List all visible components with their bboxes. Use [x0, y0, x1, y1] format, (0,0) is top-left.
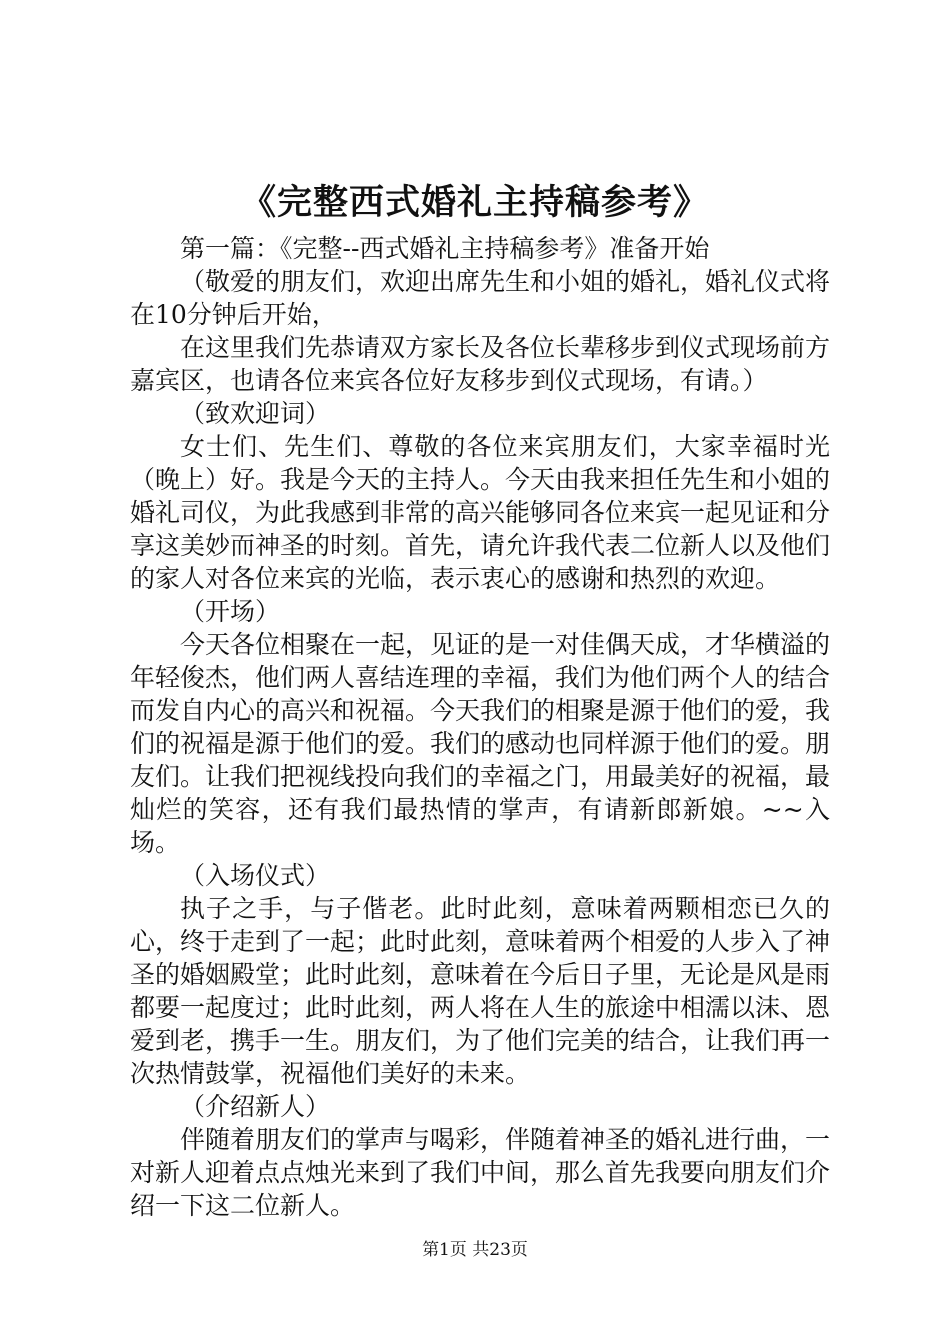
- paragraph-seating: 在这里我们先恭请双方家长及各位长辈移步到仪式现场前方嘉宾区，也请各位来宾各位好友移步到仪式现场，有请。）: [130, 333, 831, 395]
- section-entrance: （入场仪式）: [180, 861, 331, 890]
- section-welcome: （致欢迎词）: [180, 399, 331, 428]
- document-title: 《完整西式婚礼主持稿参考》: [240, 182, 709, 223]
- paragraph-entrance: 执子之手，与子偕老。此时此刻，意味着两颗相恋已久的心，终于走到了一起；此时此刻，意味着两个相爱的人步入了神圣的婚姻殿堂；此时此刻，意味着在今后日子里，无论是风是雨都要一起度过；此时此刻，两人将在人生的旅途中相濡以沫、恩爱到老，携手一生。朋友们，为了他们完美的结合，让我们再一次热情鼓掌，祝福他们美好的未来。: [130, 894, 831, 1088]
- section-opening: （开场）: [180, 597, 281, 626]
- paragraph-introduction: 伴随着朋友们的掌声与喝彩，伴随着神圣的婚礼进行曲，一对新人迎着点点烛光来到了我们中间，那么首先我要向朋友们介绍一下这二位新人。: [130, 1125, 831, 1220]
- paragraph-invitation: （敬爱的朋友们，欢迎出席先生和小姐的婚礼，婚礼仪式将在10分钟后开始，: [130, 267, 831, 329]
- page-number-footer: 第1页 共23页: [422, 1240, 528, 1260]
- paragraph-heading-first: 第一篇：《完整--西式婚礼主持稿参考》准备开始: [180, 234, 710, 263]
- paragraph-opening: 今天各位相聚在一起，见证的是一对佳偶天成，才华横溢的年轻俊杰，他们两人喜结连理的幸福，我们为他们两个人的结合而发自内心的高兴和祝福。今天我们的相聚是源于他们的爱，我们的祝福是源于他们的爱。我们的感动也同样源于他们的爱。朋友们。让我们把视线投向我们的幸福之门，用最美好的祝福，最灿烂的笑容，还有我们最热情的掌声，有请新郎新娘。~~入场。: [130, 630, 831, 857]
- paragraph-welcome: 女士们、先生们、尊敬的各位来宾朋友们，大家幸福时光（晚上）好。我是今天的主持人。今天由我来担任先生和小姐的婚礼司仪，为此我感到非常的高兴能够同各位来宾一起见证和分享这美妙而神圣的时刻。首先，请允许我代表二位新人以及他们的家人对各位来宾的光临，表示衷心的感谢和热烈的欢迎。: [130, 432, 831, 593]
- document-body: [130, 232, 830, 1222]
- section-introduction: （介绍新人）: [180, 1092, 331, 1121]
